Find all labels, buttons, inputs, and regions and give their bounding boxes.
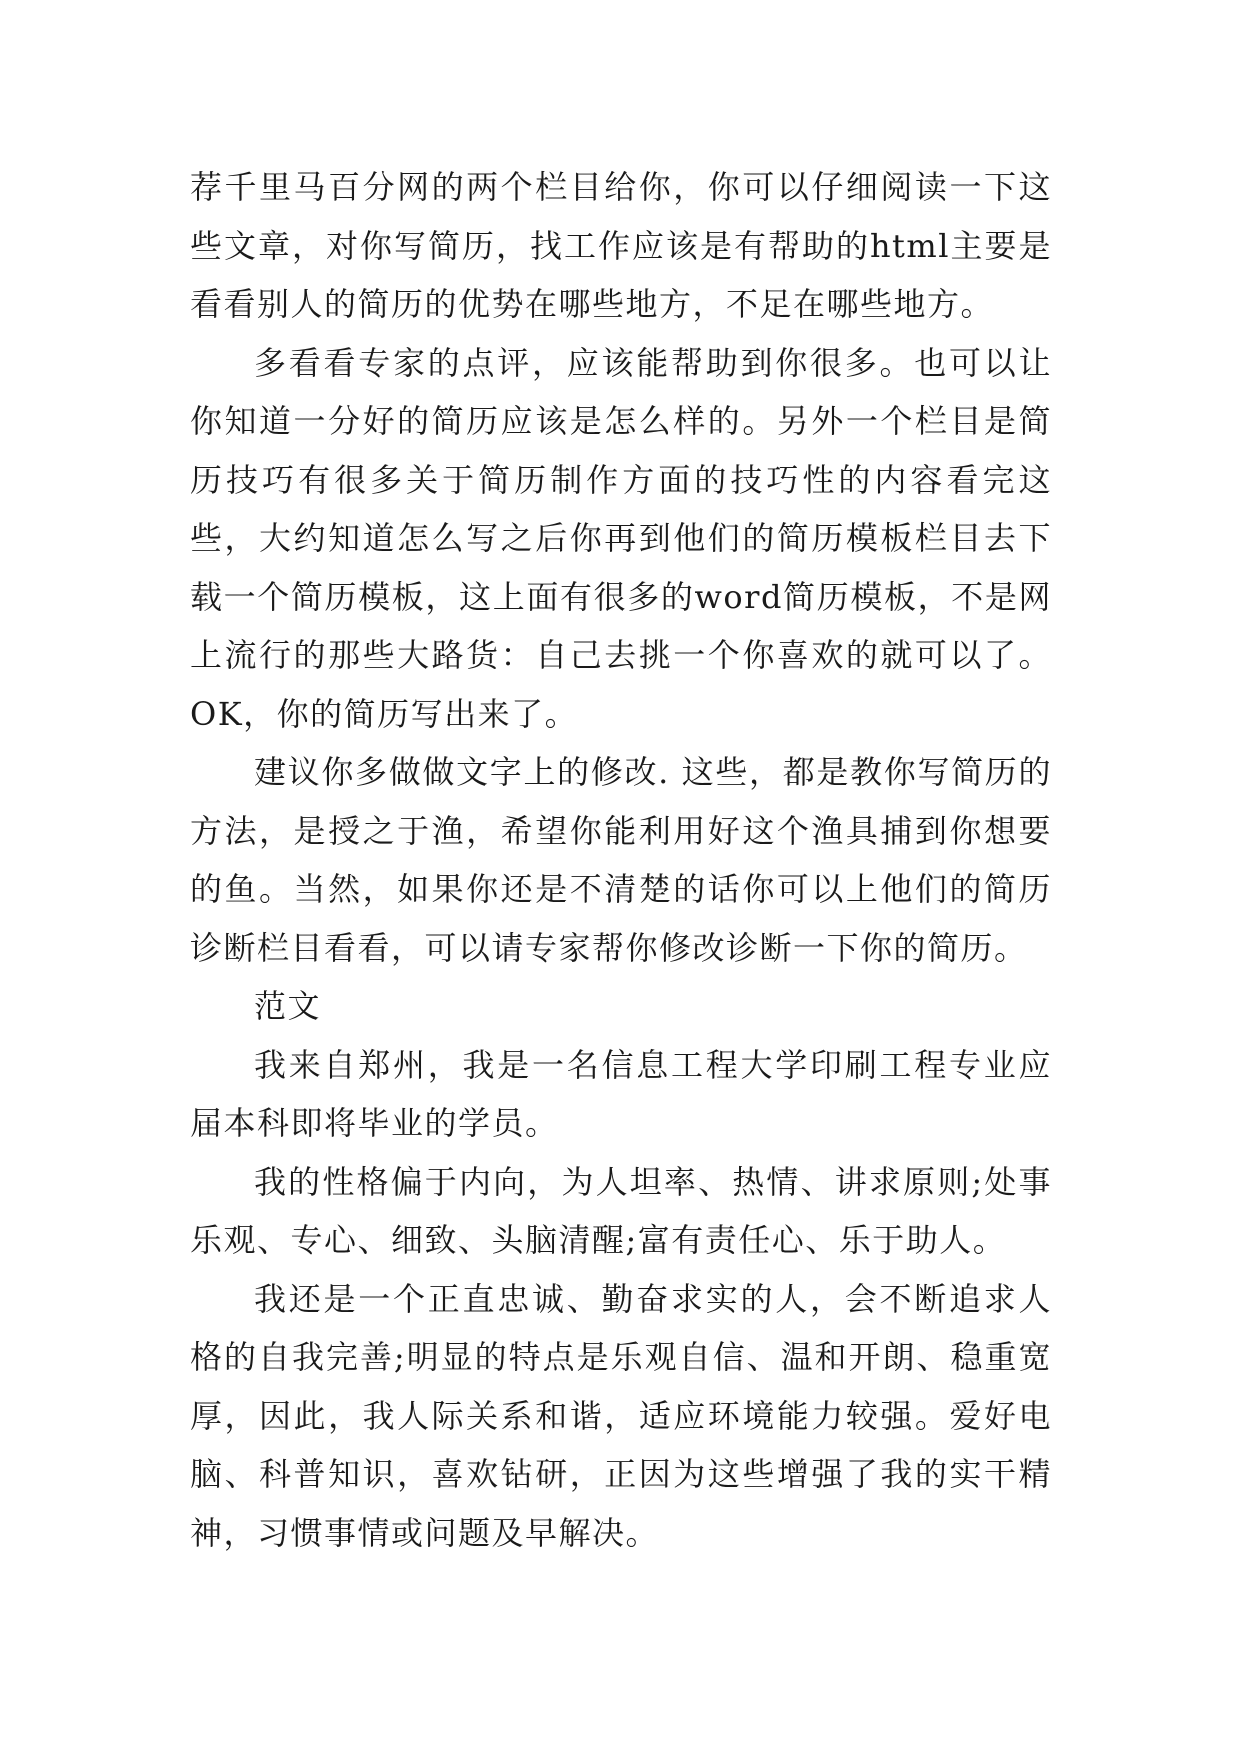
section-heading-fanwen: 范文 [254, 987, 322, 1025]
paragraph-4: 我来自郑州，我是一名信息工程大学印刷工程专业应届本科即将毕业的学员。 [190, 1045, 1052, 1142]
document-body [190, 158, 1052, 1562]
paragraph-5: 我的性格偏于内向，为人坦率、热情、讲求原则;处事乐观、专心、细致、头脑清醒;富有责任心、乐于助人。 [190, 1162, 1052, 1259]
paragraph-2: 多看看专家的点评，应该能帮助到你很多。也可以让你知道一分好的简历应该是怎么样的。另外一个栏目是简历技巧有很多关于简历制作方面的技巧性的内容看完这些，大约知道怎么写之后你再到他们的简历模板栏目去下载一个简历模板，这上面有很多的word简历模板，不是网上流行的那些大路货：自己去挑一个你喜欢的就可以了。OK，你的简历写出来了。 [190, 343, 1052, 733]
paragraph-3: 建议你多做做文字上的修改. 这些，都是教你写简历的方法，是授之于渔，希望你能利用好这个渔具捕到你想要的鱼。当然，如果你还是不清楚的话你可以上他们的简历诊断栏目看看，可以请专家帮你修改诊断一下你的简历。 [190, 753, 1052, 967]
paragraph-6: 我还是一个正直忠诚、勤奋求实的人，会不断追求人格的自我完善;明显的特点是乐观自信、温和开朗、稳重宽厚，因此，我人际关系和谐，适应环境能力较强。爱好电脑、科普知识，喜欢钻研，正因为这些增强了我的实干精神，习惯事情或问题及早解决。 [190, 1279, 1052, 1552]
paragraph-1: 荐千里马百分网的两个栏目给你，你可以仔细阅读一下这些文章，对你写简历，找工作应该是有帮助的html主要是看看别人的简历的优势在哪些地方，不足在哪些地方。 [190, 168, 1052, 323]
